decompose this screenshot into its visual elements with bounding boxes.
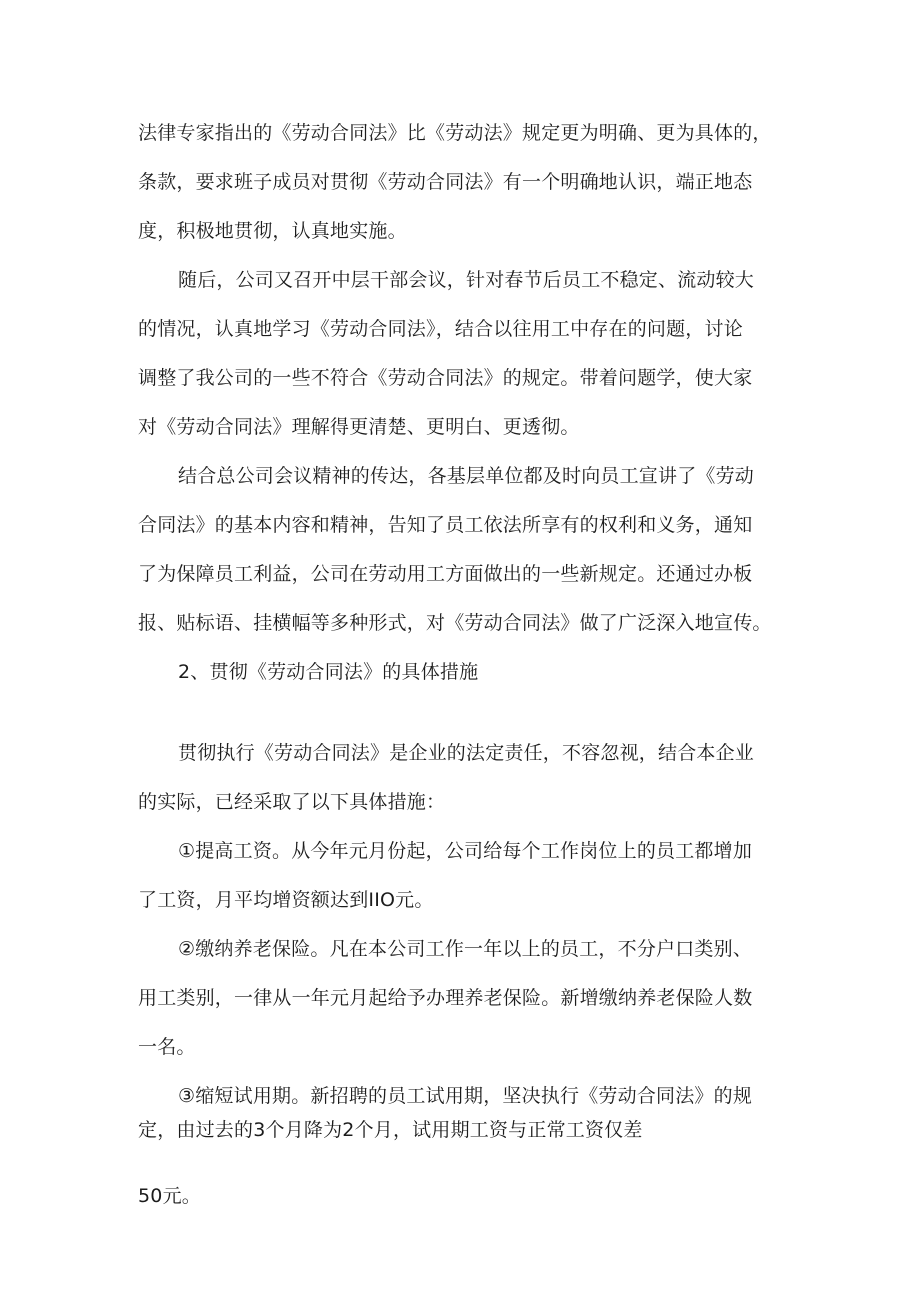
text-line: 了工资，月平均增资额达到IIO元。 [138, 889, 434, 911]
text-line: 用工类别，一律从一年元月起给予办理养老保险。新增缴纳养老保险人数 [138, 987, 753, 1009]
text-line: 调整了我公司的一些不符合《劳动合同法》的规定。带着问题学，使大家 [138, 367, 753, 389]
text-line: 了为保障员工利益，公司在劳动用工方面做出的一些新规定。还通过办板 [138, 563, 753, 585]
text-line: 贯彻执行《劳动合同法》是企业的法定责任，不容忽视，结合本企业 [178, 742, 755, 764]
text-line: ②缴纳养老保险。凡在本公司工作一年以上的员工，不分户口类别、 [178, 938, 753, 960]
text-line: 法律专家指出的《劳动合同法》比《劳动法》规定更为明确、更为具体的， [138, 122, 772, 144]
text-line: 度，积极地贯彻，认真地实施。 [138, 220, 407, 242]
text-line: 的实际，已经采取了以下具体措施： [138, 791, 446, 813]
text-line: 的情况，认真地学习《劳动合同法》，结合以往用工中存在的问题，讨论 [138, 318, 743, 340]
section-heading: 2、贯彻《劳动合同法》的具体措施 [178, 661, 479, 683]
text-line: 随后，公司又召开中层干部会议，针对春节后员工不稳定、流动较大 [178, 269, 755, 291]
text-line: 定，由过去的3个月降为2个月，试用期工资与正常工资仅差 [138, 1119, 643, 1141]
text-line: 报、贴标语、挂横幅等多种形式，对《劳动合同法》做了广泛深入地宣传。 [138, 612, 772, 634]
text-line: 合同法》的基本内容和精神，告知了员工依法所享有的权利和义务，通知 [138, 514, 753, 536]
text-line: 50元。 [138, 1185, 201, 1207]
text-line: 一名。 [138, 1036, 196, 1058]
text-line: 结合总公司会议精神的传达，各基层单位都及时向员工宣讲了《劳动 [178, 465, 755, 487]
text-line: 对《劳动合同法》理解得更清楚、更明白、更透彻。 [138, 416, 580, 438]
text-line: ①提高工资。从今年元月份起，公司给每个工作岗位上的员工都增加 [178, 840, 753, 862]
text-line: 条款，要求班子成员对贯彻《劳动合同法》有一个明确地认识，端正地态 [138, 171, 753, 193]
text-line: ③缩短试用期。新招聘的员工试用期，坚决执行《劳动合同法》的规 [178, 1085, 753, 1107]
